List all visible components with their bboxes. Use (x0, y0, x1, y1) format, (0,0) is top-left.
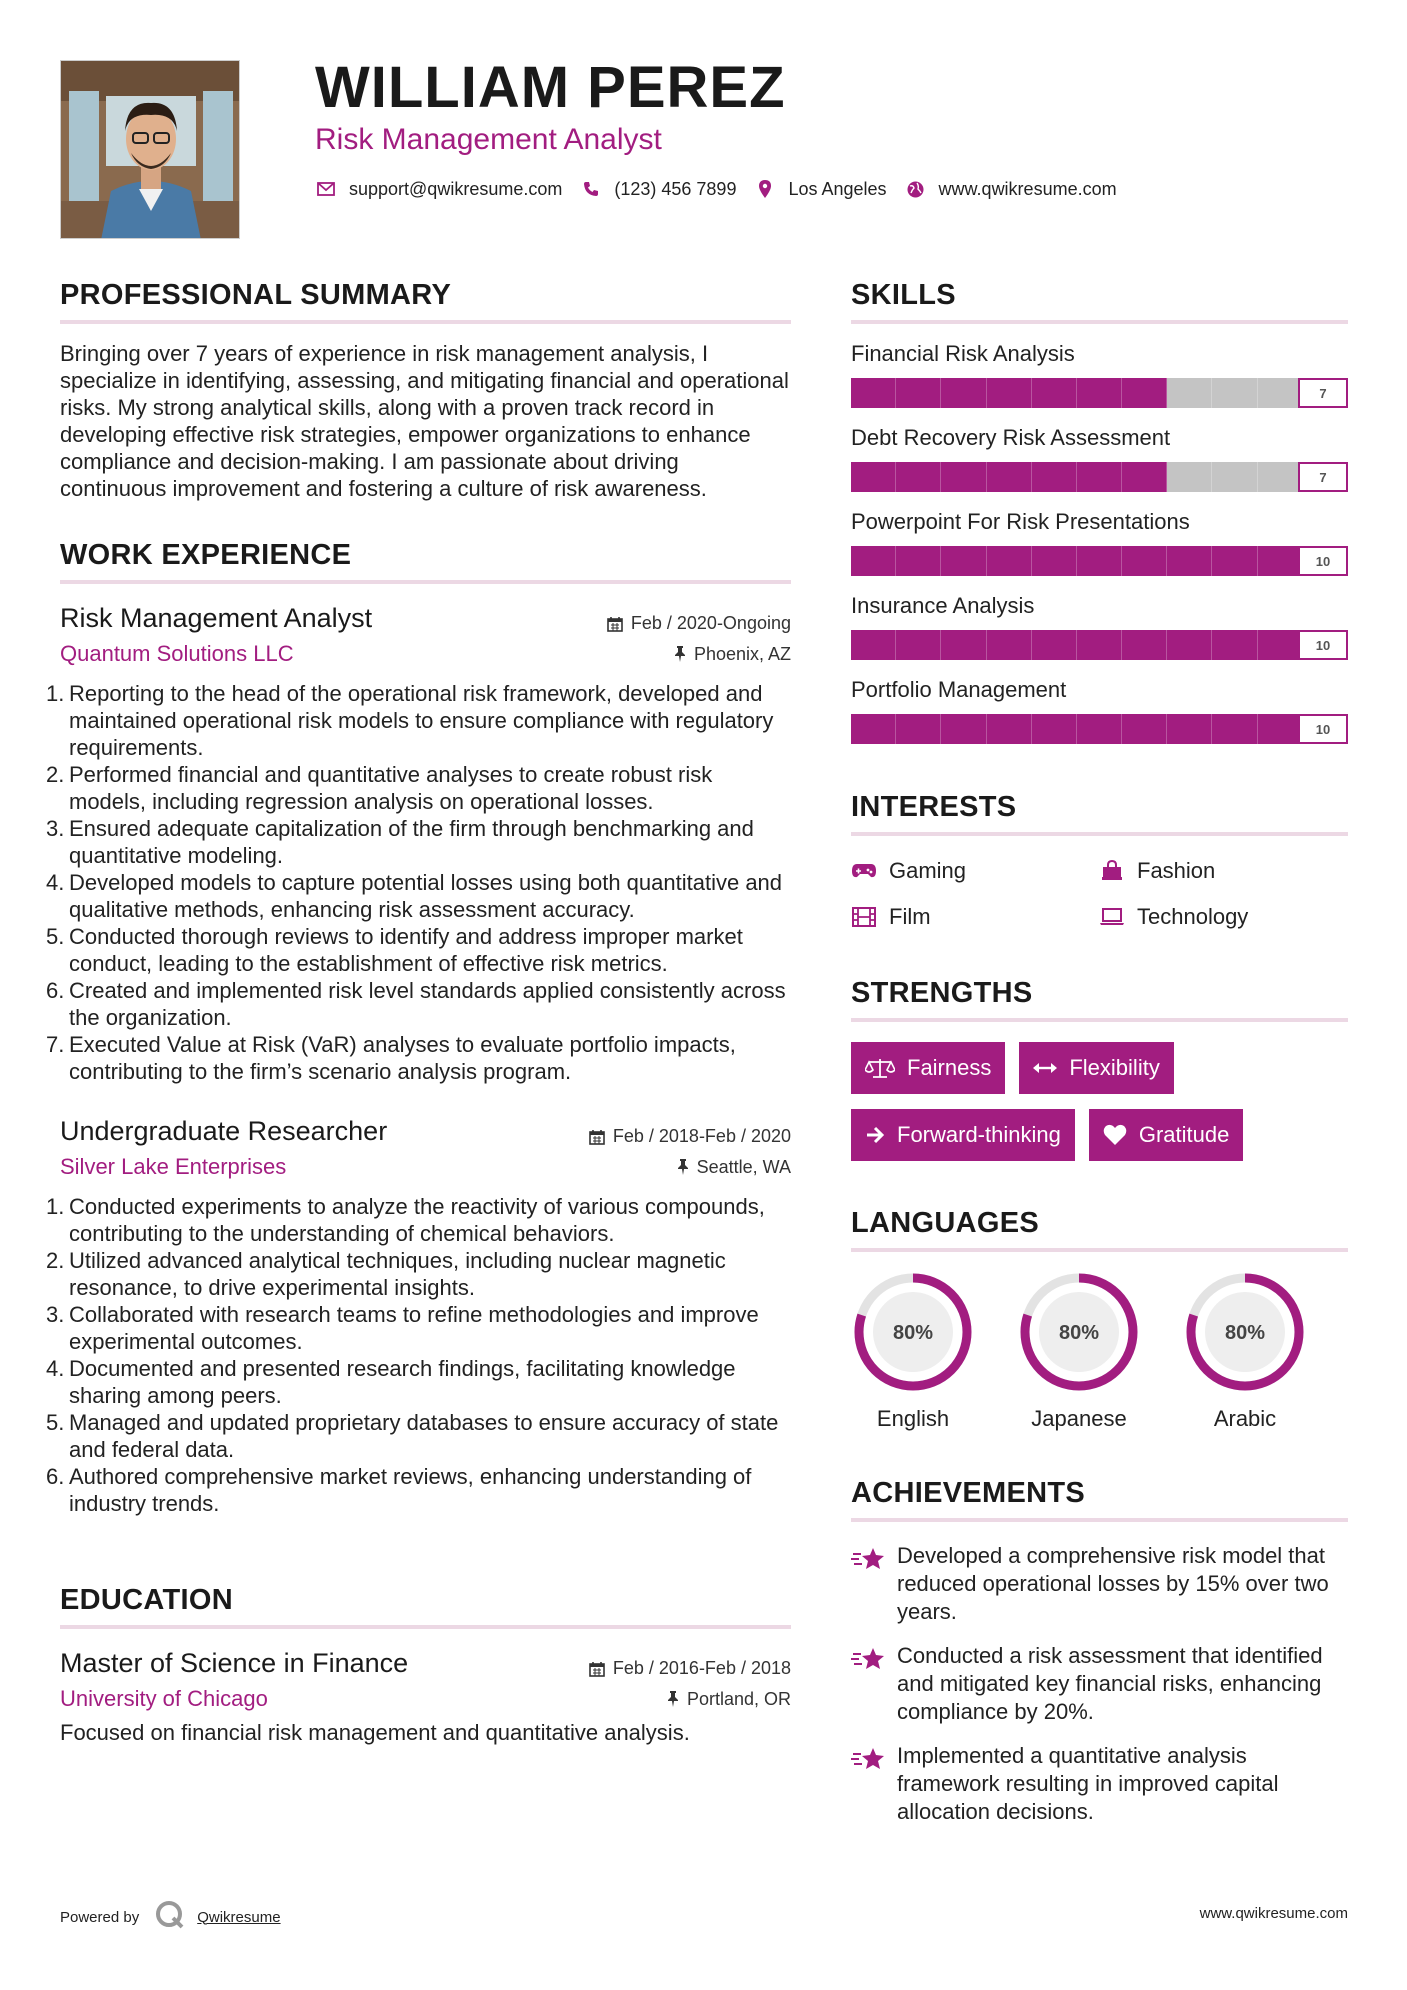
language-percent: 80% (892, 1322, 934, 1344)
job-date-text: Feb / 2018-Feb / 2020 (612, 1126, 791, 1146)
strength-tag (1089, 1109, 1244, 1161)
profile-photo (60, 60, 240, 239)
heart-icon (1103, 1124, 1127, 1146)
list-item: 1. Reporting to the head of the operational risk framework, developed and maintained operational risk models to ensure compliance with regulatory requirements. (46, 681, 774, 760)
skills-section (851, 278, 1348, 744)
language-percent: 80% (1224, 1322, 1266, 1344)
skill-bar-segment (851, 546, 896, 576)
skill-bar-segment (1122, 378, 1167, 408)
skill-bar-segment (1167, 462, 1212, 492)
section-title-interests: INTERESTS (851, 791, 1017, 823)
skill-bar-segment (1167, 714, 1212, 744)
list-item: 5. Conducted thorough reviews to identify and address improper market conduct, leading to the establishment of effective risk metrics. (46, 924, 743, 976)
skill-bar-segment (1122, 630, 1167, 660)
interest-label: Film (889, 904, 931, 929)
skill-bar-segment (1077, 462, 1122, 492)
interest-item (1099, 858, 1347, 884)
skill-item (851, 676, 1348, 744)
arrow-right-icon (865, 1125, 885, 1145)
company-name: Silver Lake Enterprises (60, 1154, 287, 1179)
section-title-languages: LANGUAGES (851, 1207, 1039, 1239)
interest-item (851, 858, 1099, 884)
job-title: Risk Management Analyst (60, 603, 373, 633)
qwikresume-logo-icon (155, 1900, 185, 1934)
job-entry (46, 1115, 791, 1517)
skill-bar-segment (896, 714, 941, 744)
education-location (667, 1689, 791, 1710)
pushpin-icon (674, 646, 686, 662)
job-date (589, 1126, 791, 1147)
job-title: Undergraduate Researcher (60, 1116, 388, 1146)
skill-bar-segment (896, 462, 941, 492)
job-location-text: Seattle, WA (696, 1156, 791, 1177)
skill-bar-segment (851, 630, 896, 660)
list-item: 5. Managed and updated proprietary databases to ensure accuracy of state and federal data. (46, 1410, 779, 1462)
list-item: 6. Authored comprehensive market reviews, enhancing understanding of industry trends. (46, 1464, 752, 1516)
skill-bar-segment (1077, 630, 1122, 660)
achievement-text: Conducted a risk assessment that identified and mitigated key financial risks, enhancing compliance by 20%. (897, 1643, 1323, 1724)
skill-level-badge: 10 (1298, 714, 1348, 744)
interest-item (851, 904, 1099, 930)
skill-bar-segment (1167, 630, 1212, 660)
skill-bar-segment (1212, 462, 1257, 492)
list-item: 1. Conducted experiments to analyze the reactivity of various compounds, contributing to the understanding of chemical behaviors. (46, 1194, 765, 1246)
right-column (851, 278, 1348, 1842)
strength-tag (851, 1042, 1005, 1094)
job-date (607, 613, 791, 634)
achievement-item (851, 1542, 1348, 1626)
skill-bar-segment (941, 546, 986, 576)
section-title-summary: PROFESSIONAL SUMMARY (60, 279, 452, 311)
skill-level-badge: 7 (1298, 462, 1348, 492)
skill-name: Financial Risk Analysis (851, 341, 1075, 366)
education-description: Focused on financial risk management and quantitative analysis. (60, 1720, 690, 1745)
skill-bar-segment (1258, 378, 1303, 408)
strength-tag (1019, 1042, 1173, 1094)
skill-name: Debt Recovery Risk Assessment (851, 425, 1171, 450)
list-item: 2. Utilized advanced analytical techniques, including nuclear magnetic resonance, to drive experimental insights. (46, 1248, 726, 1300)
skill-bar-segment (1032, 378, 1077, 408)
skill-level-bar (851, 714, 1348, 744)
company-name: Quantum Solutions LLC (60, 641, 294, 666)
skill-level-badge: 7 (1298, 378, 1348, 408)
education-section (60, 1583, 791, 1746)
language-name: Japanese (1031, 1406, 1127, 1431)
website-text: www.qwikresume.com (938, 178, 1117, 199)
skill-bar-segment (1122, 546, 1167, 576)
skill-bar-segment (896, 546, 941, 576)
envelope-icon (315, 178, 337, 200)
section-divider (851, 1018, 1348, 1022)
strength-label: Fairness (907, 1055, 992, 1080)
skill-bar-segment (1258, 462, 1303, 492)
section-title-education: EDUCATION (60, 1584, 233, 1616)
film-icon (851, 905, 877, 929)
skill-bar-segment (1077, 546, 1122, 576)
map-marker-icon (754, 178, 776, 200)
job-duties (46, 680, 791, 1085)
interest-item (1099, 904, 1347, 930)
email-text: support@qwikresume.com (349, 178, 563, 199)
achievements-section (851, 1476, 1348, 1826)
interest-label: Technology (1137, 904, 1249, 929)
job-location (674, 644, 791, 665)
laptop-icon (1099, 905, 1125, 929)
degree-title: Master of Science in Finance (60, 1648, 409, 1678)
education-entry (60, 1647, 791, 1746)
calendar-icon (607, 616, 623, 632)
interest-label: Gaming (889, 858, 967, 883)
contact-bar (315, 178, 1135, 200)
job-date-text: Feb / 2020-Ongoing (630, 613, 791, 633)
skill-bar-segment (1212, 378, 1257, 408)
strength-label: Forward-thinking (897, 1122, 1061, 1147)
skill-item (851, 424, 1348, 492)
strength-label: Flexibility (1069, 1055, 1160, 1080)
section-title-experience: WORK EXPERIENCE (60, 539, 352, 571)
globe-icon (905, 178, 927, 200)
language-percent: 80% (1058, 1322, 1100, 1344)
summary-text: Bringing over 7 years of experience in risk management analysis, I specialize in identifying, assessing, and mitigating financial and operational risks. My strong analytical skills, along with a proven track record in developing effective risk strategies, empower organizations to enhance compliance and decision-making. I am passionate about driving continuous improvement and fostering a culture of risk awareness. (60, 341, 789, 501)
list-item: 7. Executed Value at Risk (VaR) analyses to evaluate portfolio impacts, contributing to the firm’s scenario analysis program. (46, 1032, 736, 1084)
education-location-text: Portland, OR (686, 1688, 791, 1709)
skill-bar-segment (1212, 546, 1257, 576)
skill-bar-segment (896, 378, 941, 408)
phone-icon (580, 178, 602, 200)
brand-link[interactable]: Qwikresume (197, 1908, 281, 1926)
skill-bar-segment (851, 378, 896, 408)
experience-section (46, 538, 791, 1517)
skill-bar-segment (941, 378, 986, 408)
strength-tag (851, 1109, 1075, 1161)
skill-level-bar (851, 630, 1348, 660)
language-item (1017, 1270, 1141, 1432)
skill-bar-segment (1212, 630, 1257, 660)
skill-bar-segment (1212, 714, 1257, 744)
achievement-item (851, 1742, 1348, 1826)
candidate-name: WILLIAM PEREZ (315, 55, 786, 120)
skill-level-bar (851, 462, 1348, 492)
skill-bar-segment (1258, 630, 1303, 660)
calendar-icon (589, 1129, 605, 1145)
skill-bar-segment (1077, 378, 1122, 408)
pushpin-icon (677, 1159, 689, 1175)
skill-bar-segment (896, 630, 941, 660)
section-divider (851, 320, 1348, 324)
footer-powered-by (60, 1900, 281, 1934)
skill-bar-segment (851, 714, 896, 744)
skill-bar-segment (1122, 714, 1167, 744)
footer-website[interactable]: www.qwikresume.com (1199, 1905, 1348, 1922)
interests-section (851, 790, 1348, 930)
section-divider (60, 1625, 791, 1629)
list-item: 6. Created and implemented risk level standards applied consistently across the organization. (46, 978, 786, 1030)
skill-level-badge: 10 (1298, 630, 1348, 660)
gamepad-icon (851, 859, 877, 883)
skill-bar-segment (941, 630, 986, 660)
skill-name: Insurance Analysis (851, 593, 1035, 618)
skill-item (851, 340, 1348, 408)
pushpin-icon (667, 1691, 679, 1707)
section-title-skills: SKILLS (851, 279, 956, 311)
balance-scale-icon (865, 1057, 895, 1079)
contact-location (754, 178, 886, 200)
skill-bar-segment (941, 462, 986, 492)
interest-label: Fashion (1137, 858, 1216, 883)
skill-bar-segment (851, 462, 896, 492)
language-name: Arabic (1213, 1406, 1277, 1431)
skill-level-bar (851, 378, 1348, 408)
skill-bar-segment (987, 462, 1032, 492)
section-divider (851, 832, 1348, 836)
skill-bar-segment (1032, 546, 1077, 576)
skill-bar-segment (987, 630, 1032, 660)
section-divider (851, 1248, 1348, 1252)
skill-bar-segment (987, 378, 1032, 408)
section-title-strengths: STRENGTHS (851, 977, 1033, 1009)
list-item: 4. Developed models to capture potential losses using both quantitative and qualitative methods, enhancing risk assessment accuracy. (46, 870, 783, 922)
skill-bar-segment (1122, 462, 1167, 492)
skill-bar-segment (1032, 630, 1077, 660)
contact-website[interactable] (905, 178, 1117, 200)
language-name: English (876, 1406, 950, 1431)
language-item (851, 1270, 975, 1432)
language-item (1183, 1270, 1307, 1432)
list-item: 3. Ensured adequate capitalization of the firm through benchmarking and quantitative modeling. (46, 816, 754, 868)
shopping-bag-icon (1099, 859, 1125, 883)
list-item: 3. Collaborated with research teams to refine methodologies and improve experimental outcomes. (46, 1302, 759, 1354)
arrows-horizontal-icon (1033, 1061, 1057, 1075)
strength-label: Gratitude (1138, 1122, 1230, 1147)
skill-item (851, 592, 1348, 660)
list-item: 2. Performed financial and quantitative analyses to create robust risk models, including regression analysis on operational losses. (46, 762, 713, 814)
summary-section (60, 278, 791, 502)
calendar-icon (589, 1661, 605, 1677)
job-duties (46, 1193, 791, 1517)
school-name: University of Chicago (60, 1686, 268, 1711)
strengths-section (851, 976, 1348, 1176)
skill-bar-segment (1258, 546, 1303, 576)
education-date-text: Feb / 2016-Feb / 2018 (612, 1658, 791, 1678)
skill-bar-segment (987, 714, 1032, 744)
section-divider (60, 320, 791, 324)
skill-bar-segment (1032, 462, 1077, 492)
skill-bar-segment (1077, 714, 1122, 744)
achievement-text: Developed a comprehensive risk model that reduced operational losses by 15% over two years. (897, 1543, 1329, 1624)
candidate-title: Risk Management Analyst (315, 123, 662, 156)
languages-section (851, 1206, 1348, 1432)
skill-item (851, 508, 1348, 576)
achievement-item (851, 1642, 1348, 1726)
job-location-text: Phoenix, AZ (693, 643, 791, 664)
shooting-star-icon (851, 1642, 887, 1726)
skill-bar-segment (1032, 714, 1077, 744)
list-item: 4. Documented and presented research findings, facilitating knowledge sharing among peers. (46, 1356, 736, 1408)
education-date (589, 1658, 791, 1679)
language-progress-ring (851, 1270, 975, 1394)
language-progress-ring (1183, 1270, 1307, 1394)
contact-email[interactable] (315, 178, 562, 200)
skill-bar-segment (1258, 714, 1303, 744)
phone-text: (123) 456 7899 (614, 178, 737, 199)
shooting-star-icon (851, 1542, 887, 1626)
skill-bar-segment (1167, 546, 1212, 576)
section-title-achievements: ACHIEVEMENTS (851, 1477, 1086, 1509)
language-progress-ring (1017, 1270, 1141, 1394)
section-divider (60, 580, 791, 584)
contact-phone[interactable] (580, 178, 736, 200)
left-column (46, 278, 791, 1746)
skill-name: Powerpoint For Risk Presentations (851, 509, 1190, 534)
skill-name: Portfolio Management (851, 677, 1067, 702)
skill-bar-segment (941, 714, 986, 744)
job-entry (46, 602, 791, 1085)
section-divider (851, 1518, 1348, 1522)
shooting-star-icon (851, 1742, 887, 1826)
location-text: Los Angeles (788, 178, 887, 199)
skill-bar-segment (987, 546, 1032, 576)
skill-bar-segment (1167, 378, 1212, 408)
skill-level-bar (851, 546, 1348, 576)
skill-level-badge: 10 (1298, 546, 1348, 576)
achievement-text: Implemented a quantitative analysis framework resulting in improved capital allocation decisions. (897, 1743, 1279, 1824)
powered-by-text: Powered by (60, 1908, 140, 1926)
job-location (677, 1157, 791, 1178)
